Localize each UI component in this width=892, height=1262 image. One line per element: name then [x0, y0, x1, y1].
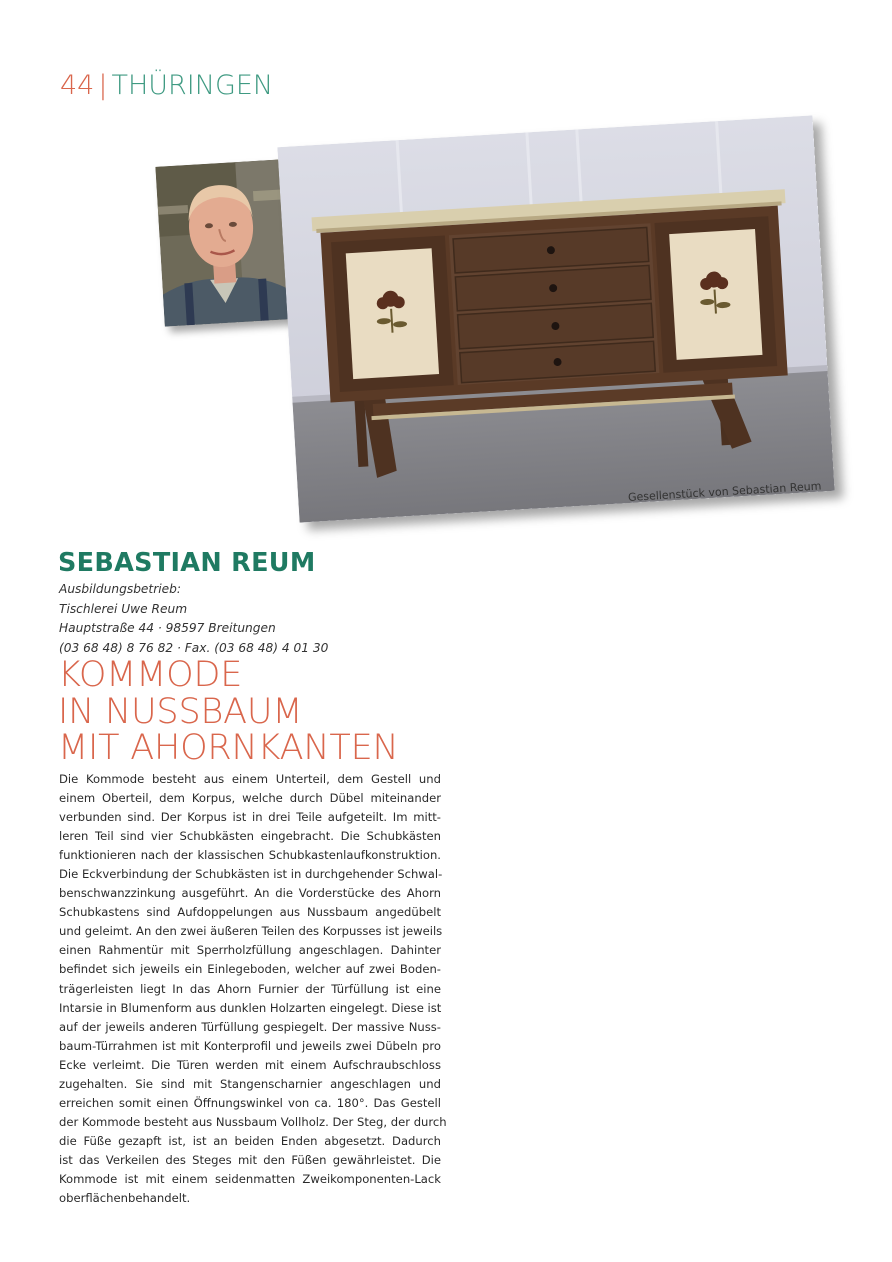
address-line: Hauptstraße 44 · 98597 Breitungen [59, 621, 276, 635]
body-line: oberflächenbehandelt. [59, 1191, 191, 1206]
address-line: Ausbildungsbetrieb: [59, 582, 181, 596]
body-line: Schubkastens sind Aufdoppelungen aus Nussbaum angedübelt [59, 905, 441, 920]
portrait-photo [155, 159, 290, 326]
photo-caption: Gesellenstück von Sebastian Reum [627, 479, 822, 504]
title-line: KOMMODE [58, 655, 243, 695]
header-separator: | [98, 70, 108, 101]
company-address [59, 580, 328, 658]
article-title [58, 657, 398, 767]
body-line: benschwanzzinkung ausgeführt. An die Vorderstücke des Ahorn [59, 886, 441, 901]
page-number: 44 [60, 70, 95, 101]
body-line: einen Rahmentür mit Sperrholzfüllung angeschlagen. Dahinter [59, 943, 441, 958]
address-line: Tischlerei Uwe Reum [59, 601, 188, 616]
body-line: einem Oberteil, dem Korpus, welche durch Dübel miteinander [59, 791, 441, 806]
sideboard-image [277, 115, 834, 522]
title-line: MIT AHORNKANTEN [58, 728, 399, 768]
body-line: Die Eckverbindung der Schubkästen ist in durchgehender Schwal- [59, 867, 443, 882]
title-line: IN NUSSBAUM [58, 691, 303, 732]
body-line: erreichen somit einen Öffnungswinkel von ca. 180°. Das Gestell [59, 1095, 441, 1110]
body-line: ist das Verkeilen des Steges mit den Füßen gewährleistet. Die [59, 1152, 441, 1167]
body-line: Die Kommode besteht aus einem Unterteil, dem Gestell und [59, 772, 441, 786]
body-line: funktionieren nach der klassischen Schubkastenlaufkonstruktion. [59, 848, 441, 863]
body-line: baum-Türrahmen ist mit Konterprofil und jeweils zwei Dübeln pro [59, 1038, 441, 1053]
body-line: der Kommode besteht aus Nussbaum Vollholz. Der Steg, der durch [59, 1114, 447, 1129]
body-line: trägerleisten liegt In das Ahorn Furnier der Türfüllung ist eine [59, 981, 441, 996]
article-body [59, 770, 447, 1208]
body-line: leren Teil sind vier Schubkästen eingebracht. Die Schubkästen [59, 829, 441, 844]
apprentice-name: SEBASTIAN REUM [58, 548, 316, 578]
address-line: (03 68 48) 8 76 82 · Fax. (03 68 48) 4 01 30 [59, 640, 329, 655]
body-line: die Füße gezapft ist, ist an beiden Enden abgesetzt. Dadurch [59, 1133, 441, 1148]
sideboard-photo [277, 115, 834, 522]
body-line: auf der jeweils anderen Türfüllung gespiegelt. Der massive Nuss- [59, 1019, 441, 1034]
body-line: befindet sich jeweils ein Einlegeboden, welcher auf zwei Boden- [59, 962, 441, 977]
body-line: Intarsie in Blumenform aus dunklen Holzarten eingelegt. Diese ist [59, 1000, 442, 1015]
body-line: Kommode ist mit einem seidenmatten Zweikomponenten-Lack [59, 1171, 441, 1186]
page-header [60, 70, 273, 101]
body-line: verbunden sind. Der Korpus ist in drei Teile aufgeteilt. Im mitt- [59, 810, 441, 825]
body-line: Ecke verleimt. Die Türen werden mit einem Aufschraubschloss [59, 1057, 441, 1072]
body-line: und geleimt. An den zwei äußeren Teilen des Korpusses ist jeweils [59, 924, 443, 939]
region-title: THÜRINGEN [111, 70, 274, 101]
body-line: zugehalten. Sie sind mit Stangenscharnier angeschlagen und [59, 1076, 441, 1091]
portrait-image [155, 159, 290, 326]
